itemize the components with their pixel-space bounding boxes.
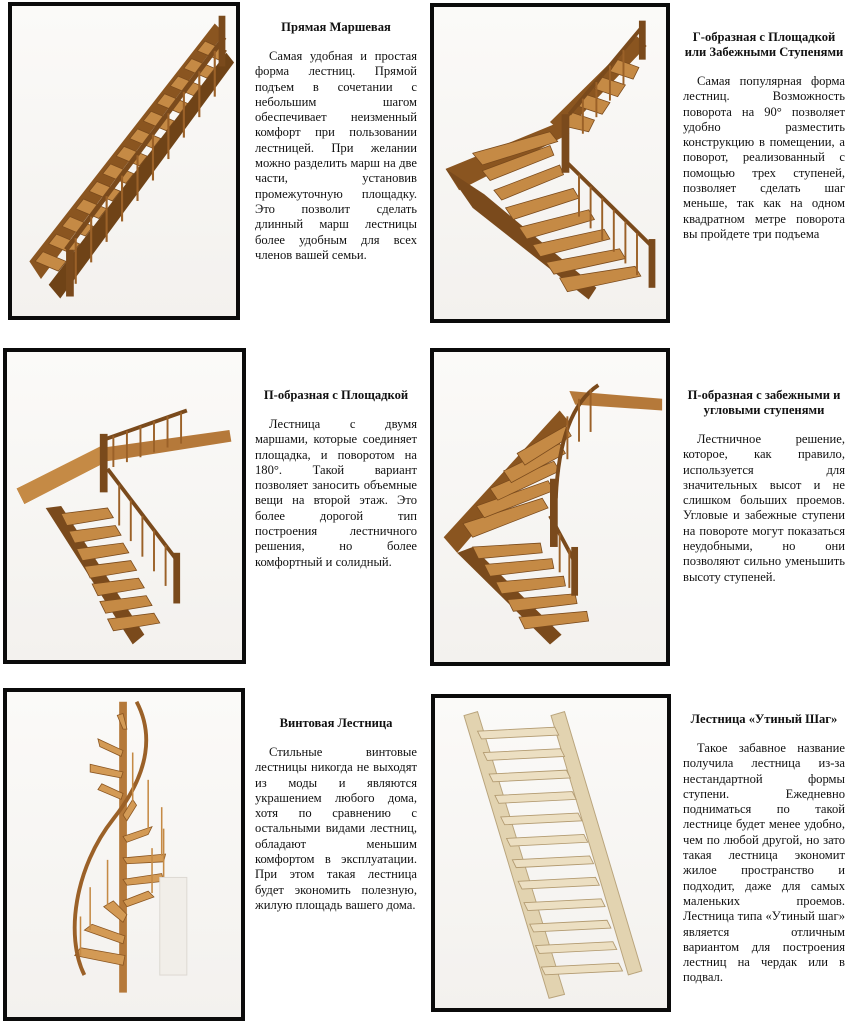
u-shaped-stair-image: [3, 348, 246, 664]
section-duck-step: [683, 712, 845, 986]
section-body: Лестничное решение, которое, как правило, используется для значительных высот и не слишком больших проемов. Угловые и забежные ступени на повороте могут показаться неудобными, но они позволяют сильно уменьшить высоту ступеней.: [683, 432, 845, 584]
section-title: П-образная с забежными и угловыми ступенями: [687, 388, 841, 417]
spiral-stair-image: [3, 688, 245, 1021]
section-u-shaped-winder: [683, 388, 845, 585]
section-title: Винтовая Лестница: [279, 716, 393, 730]
u-shaped-winder-stair-image: [430, 348, 670, 666]
u-shaped-stair-drawing: [7, 352, 242, 660]
duck-step-stair-drawing: [435, 698, 667, 1008]
u-shaped-winder-stair-drawing: [434, 352, 666, 662]
section-body: Такое забавное название получила лестница из-за нестандартной формы ступени. Ежедневно подниматься по такой лестнице будет менее удобно, чем по любой другой, но зато такая лестница экономит жилое пространство и подходит, даже для самых маленьких проемов. Лестница типа «Утиный шаг» является отличным вариантом для построения лестниц на чердак или в подвал.: [683, 741, 845, 985]
section-title: П-образная с Площадкой: [263, 388, 409, 402]
section-l-shaped: [683, 30, 845, 242]
section-straight: [255, 20, 417, 263]
spiral-stair-drawing: [7, 692, 241, 1017]
section-body: Самая удобная и простая форма лестниц. Прямой подъем в сочетании с небольшим шагом обеспечивает неизменный комфорт при пользовании лестницей. При желании можно разделить марш на две части, установив промежуточную площадку. Это позволит сделать длинный марш лестницы более удобным для всех членов вашей семьи.: [255, 49, 417, 262]
section-title: Прямая Маршевая: [281, 20, 391, 34]
section-body: Стильные винтовые лестницы никогда не выходят из моды и являются украшением любого дома, хотя по сравнению с остальными видами лестниц, обладают меньшим комфортом в эксплуатации. При этом такая лестница будет экономить полезную, жилую площадь вашего дома.: [255, 745, 417, 912]
section-body: Самая популярная форма лестниц. Возможность поворота на 90° позволяет удобно разместить конструкцию в помещении, а поворот, реализованный с помощью трех ступеней, позволяет сделать шаг меньше, так как на одном квадратном метре поворота вы пройдете три подъема: [683, 74, 845, 241]
straight-stair-drawing: [12, 6, 236, 316]
l-shaped-stair-drawing: [434, 7, 666, 319]
section-title: Лестница «Утиный Шаг»: [690, 712, 838, 726]
duck-step-stair-image: [431, 694, 671, 1012]
section-body: Лестница с двумя маршами, которые соединяет площадка, и поворотом на 180°. Такой вариант позволяет заносить объемные вещи на второй этаж. Это более дорогой тип построения лестничного решения, но более комфортный и солидный.: [255, 417, 417, 569]
section-spiral: [255, 716, 417, 913]
section-u-shaped-landing: [255, 388, 417, 570]
straight-stair-image: [8, 2, 240, 320]
l-shaped-stair-image: [430, 3, 670, 323]
section-title: Г-образная с Площадкой или Забежными Ступенями: [684, 30, 844, 59]
